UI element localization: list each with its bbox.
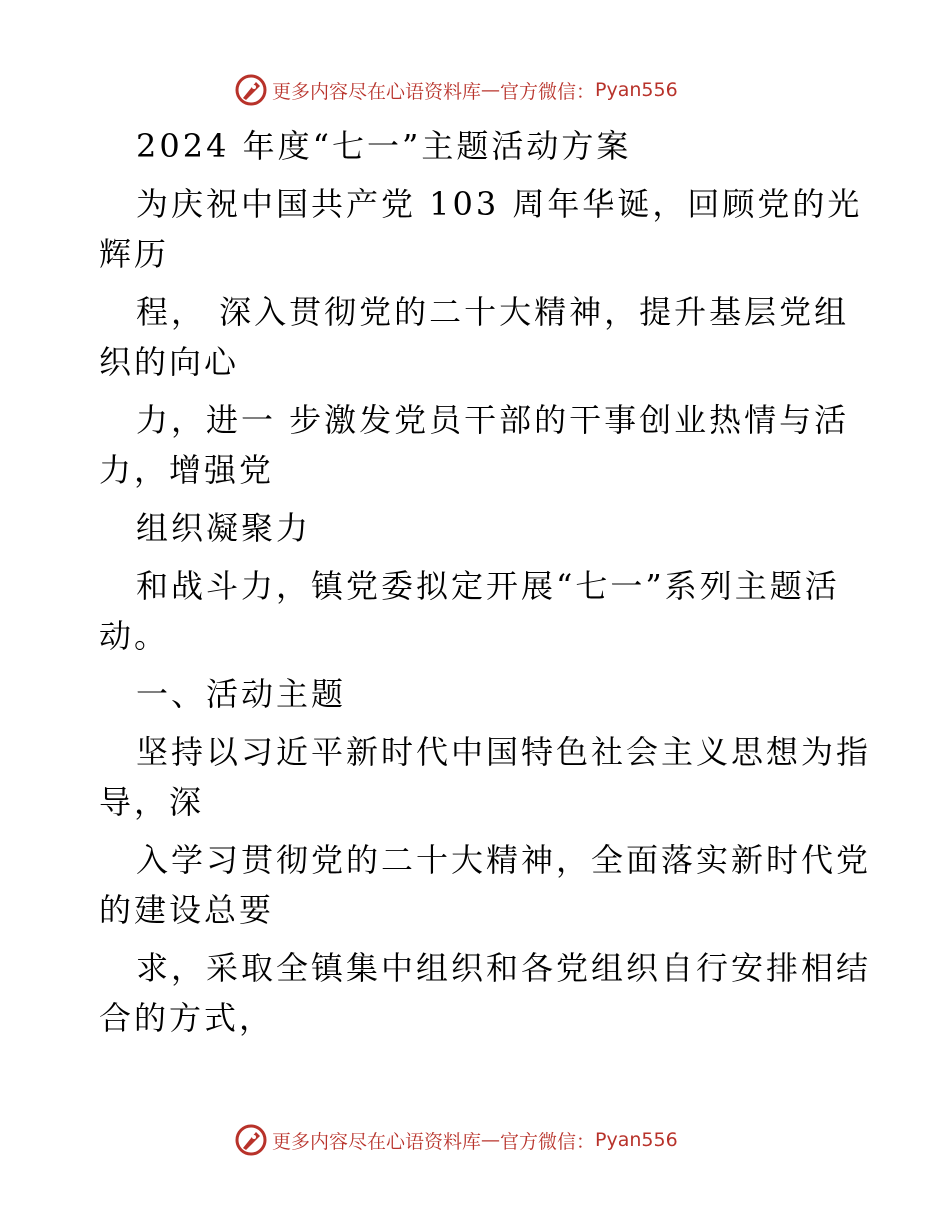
document-line: 力，进一 步激发党员干部的干事创业热情与活 <box>136 401 850 439</box>
document-line: 辉历 <box>99 235 170 273</box>
document-line: 织的向心 <box>99 343 240 381</box>
document-title: 2024 年度“七一”主题活动方案 <box>136 127 632 165</box>
watermark-wechat-label: 官方微信： <box>500 80 596 103</box>
watermark-text: 更多内容尽在心语资料库 <box>272 80 482 103</box>
document-line: 导，深 <box>99 783 205 821</box>
document-line: 为庆祝中国共产党 103 周年华诞，回顾党的光 <box>136 185 863 223</box>
document-line: 程， 深入贯彻党的二十大精神，提升基层党组 <box>136 293 850 331</box>
document-line: 力，增强党 <box>99 451 275 489</box>
watermark-wechat-label: 官方微信： <box>500 1130 596 1153</box>
footer-watermark <box>234 1122 678 1158</box>
watermark-wechat-id: Pyan556 <box>595 79 678 101</box>
document-line: 坚持以习近平新时代中国特色社会主义思想为指 <box>136 733 872 771</box>
document-line: 一、活动主题 <box>136 675 347 713</box>
pen-nib-seal-icon <box>234 1123 268 1157</box>
document-line: 动。 <box>99 617 170 655</box>
watermark-wechat-id: Pyan556 <box>595 1129 678 1151</box>
watermark-separator: — <box>481 1129 501 1151</box>
watermark-separator: — <box>481 79 501 101</box>
document-line: 求，采取全镇集中组织和各党组织自行安排相结 <box>136 949 872 987</box>
document-line: 合的方式， <box>99 999 275 1037</box>
pen-nib-seal-icon <box>234 73 268 107</box>
document-line: 组织凝聚力 <box>136 509 312 547</box>
document-line: 入学习贯彻党的二十大精神，全面落实新时代党 <box>136 841 872 879</box>
header-watermark <box>234 72 678 108</box>
watermark-text: 更多内容尽在心语资料库 <box>272 1130 482 1153</box>
document-line: 和战斗力，镇党委拟定开展“七一”系列主题活 <box>136 567 840 605</box>
document-body <box>99 121 872 1051</box>
document-line: 的建设总要 <box>99 891 275 929</box>
